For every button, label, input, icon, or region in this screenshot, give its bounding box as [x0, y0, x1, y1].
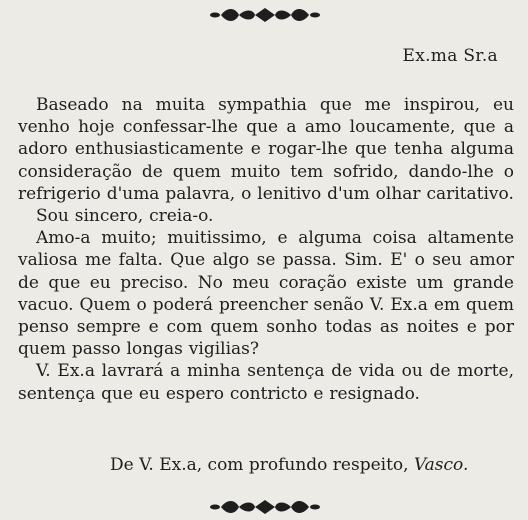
paragraph-2: Sou sincero, creia-o.: [36, 206, 214, 227]
salutation-text: Ex.ma Sr.a: [402, 46, 498, 66]
signature: Vasco.: [413, 455, 469, 475]
closing-text: De V. Ex.a, com profundo respeito,: [110, 455, 409, 475]
ornament-top-icon: [209, 4, 321, 26]
ornament-bottom-icon: [209, 496, 321, 518]
paragraph-1: Baseado na muita sympathia que me inspirou, eu venho hoje confessar-lhe que a amo loucamente, que a adoro enthusiasticamente e rogar-lhe que tenha alguma consideração de quem muito tem sofrido, dando-lhe o refrigerio d'uma palavra, o lenitivo d'um olhar caritativo.: [18, 95, 514, 204]
closing-line: [110, 455, 468, 475]
letter-body: [18, 94, 514, 405]
salutation: [402, 46, 498, 66]
paragraph-3: Amo-a muito; muitissimo, e alguma coisa altamente valiosa me falta. Que algo se passa. Sim. E' o seu amor de que eu preciso. No meu coração existe um grande vacuo. Quem o poderá preencher senão V. Ex.a em quem penso sempre e com quem sonho todas as noites e por quem passo longas vigilias?: [18, 228, 514, 360]
paragraph-4: V. Ex.a lavrará a minha sentença de vida ou de morte, sentença que eu espero contricto e resignado.: [18, 361, 514, 404]
